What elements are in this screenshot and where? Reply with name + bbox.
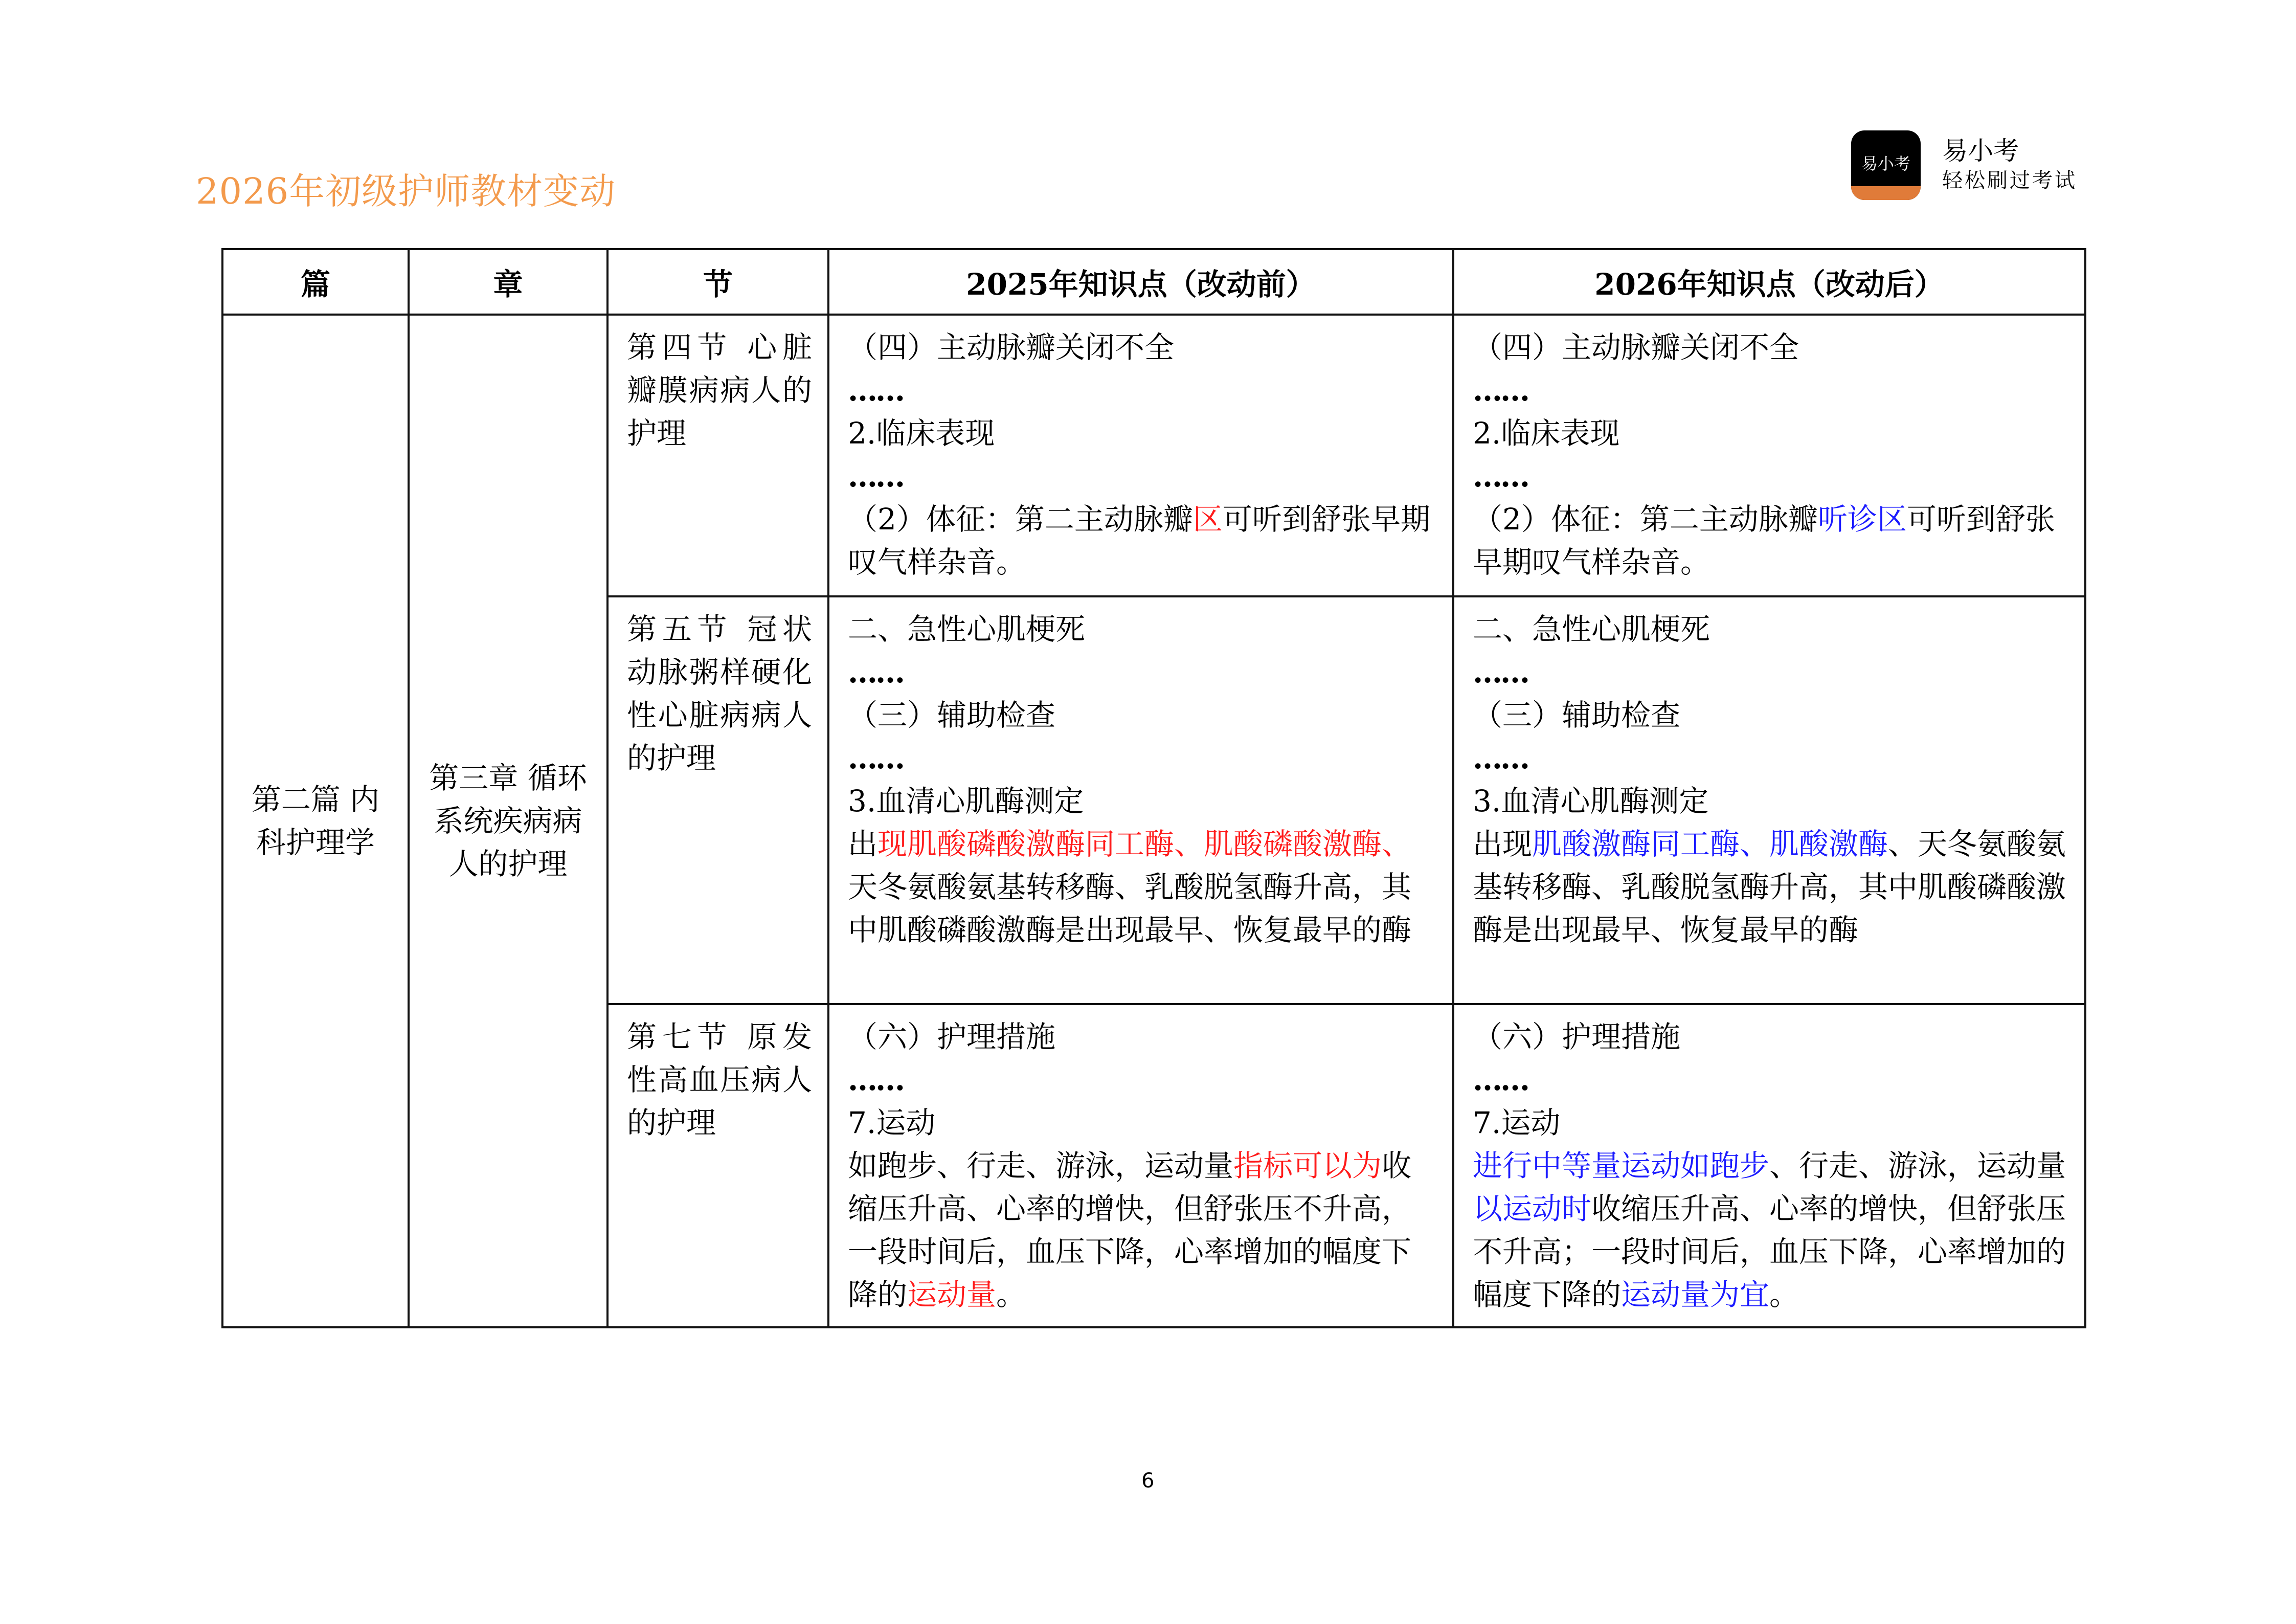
before-cell — [828, 1004, 1453, 1327]
text-fragment: 收缩压升高、心率的增快，但舒张压不升高；一段时间后，血压下降，心率增加的幅度下降的 — [1473, 1191, 2066, 1312]
ellipsis: …… — [1473, 459, 1528, 494]
after-cell — [1453, 1004, 2085, 1327]
brand-header — [1851, 130, 2077, 200]
table-row — [222, 315, 2085, 596]
ellipsis: …… — [848, 1062, 903, 1097]
textbook-changes-table — [221, 248, 2086, 1328]
page-number: 6 — [1141, 1469, 1155, 1493]
text-line: 7.运动 — [848, 1105, 936, 1140]
text-line — [1473, 498, 2069, 584]
text-fragment: 出 — [848, 827, 878, 861]
ellipsis: …… — [1473, 1062, 1528, 1097]
table-header-row — [222, 249, 2085, 315]
text-line: 2.临床表现 — [848, 416, 995, 451]
text-fragment: （2）体征：第二主动脉瓣 — [1473, 502, 1818, 537]
logo-text: 易小考 — [1861, 154, 1910, 173]
brand-slogan: 轻松刷过考试 — [1942, 169, 2077, 192]
header-part: 篇 — [222, 249, 409, 315]
brand-name: 易小考 — [1942, 136, 2019, 166]
added-text: 肌酸激酶同工酶、肌酸激酶 — [1532, 827, 1888, 861]
text-line: （六）护理措施 — [1473, 1019, 1681, 1054]
text-fragment: 。 — [1769, 1277, 1799, 1312]
text-fragment: 如跑步、行走、游泳，运动量 — [848, 1148, 1234, 1183]
text-line — [848, 498, 1437, 584]
text-line: 二、急性心肌梗死 — [1473, 612, 1710, 647]
text-fragment: 可听到舒张早期叹气样杂音。 — [848, 502, 1430, 580]
text-line: （四）主动脉瓣关闭不全 — [848, 330, 1175, 365]
text-fragment: 收缩压升高、心率的增快，但舒张压不升高，一段时间后，血压下降，心率增加的幅度下降的 — [848, 1148, 1412, 1312]
text-fragment: 。 — [996, 1277, 1026, 1312]
page-title: 2026年初级护师教材变动 — [196, 170, 616, 212]
header-section: 节 — [607, 249, 828, 315]
before-cell — [828, 596, 1453, 1004]
text-line: （三）辅助检查 — [1473, 698, 1681, 732]
before-cell — [828, 315, 1453, 596]
text-fragment: 出现 — [1473, 827, 1533, 861]
added-text: 进行中等量运动如跑步 — [1473, 1148, 1770, 1183]
text-fragment: 天冬氨酸氨基转移酶、乳酸脱氢酶升高，其中肌酸磷酸激酶是出现最早、恢复最早的酶 — [848, 870, 1412, 947]
ellipsis: …… — [848, 459, 903, 494]
part-cell: 第二篇 内科护理学 — [222, 315, 409, 1327]
text-line: 2.临床表现 — [1473, 416, 1620, 451]
added-text: 听诊区 — [1817, 502, 1907, 537]
header-after-2026: 2026年知识点（改动后） — [1453, 249, 2085, 315]
ellipsis: …… — [848, 741, 903, 775]
after-cell — [1453, 315, 2085, 596]
removed-text: 运动量 — [907, 1277, 997, 1312]
text-line — [1473, 822, 2069, 951]
text-fragment: 、天冬氨酸氨基转移酶、乳酸脱氢酶升高，其中肌酸磷酸激酶是出现最早、恢复最早的酶 — [1473, 827, 2066, 947]
section-cell: 第七节 原发性高血压病人的护理 — [607, 1004, 828, 1327]
ellipsis: …… — [1473, 373, 1528, 408]
text-fragment: （2）体征：第二主动脉瓣 — [848, 502, 1193, 537]
ellipsis: …… — [1473, 741, 1528, 775]
text-line: 二、急性心肌梗死 — [848, 612, 1086, 647]
brand-text — [1942, 136, 2077, 195]
added-text: 运动量为宜 — [1621, 1277, 1770, 1312]
header-chapter: 章 — [409, 249, 607, 315]
removed-text: 区 — [1192, 502, 1223, 537]
text-line — [1473, 1144, 2069, 1316]
section-cell: 第五节 冠状动脉粥样硬化性心脏病病人的护理 — [607, 596, 828, 1004]
header-before-2025: 2025年知识点（改动前） — [828, 249, 1453, 315]
section-cell: 第四节 心脏瓣膜病病人的护理 — [607, 315, 828, 596]
text-line: 7.运动 — [1473, 1105, 1561, 1140]
chapter-cell: 第三章 循环系统疾病病人的护理 — [409, 315, 607, 1327]
logo-accent-bar — [1851, 186, 1921, 200]
text-line: 3.血清心肌酶测定 — [1473, 784, 1709, 818]
after-cell — [1453, 596, 2085, 1004]
ellipsis: …… — [848, 373, 903, 408]
added-text: 以运动时 — [1473, 1191, 1592, 1226]
text-line: （四）主动脉瓣关闭不全 — [1473, 330, 1799, 365]
removed-text: 指标可以为 — [1233, 1148, 1382, 1183]
text-line — [848, 822, 1437, 951]
removed-text: 现肌酸磷酸激酶同工酶、肌酸磷酸激酶、 — [877, 827, 1412, 861]
ellipsis: …… — [1473, 655, 1528, 689]
brand-logo-icon — [1851, 130, 1921, 200]
text-fragment: 、行走、游泳，运动量 — [1769, 1148, 2066, 1183]
text-line: 3.血清心肌酶测定 — [848, 784, 1084, 818]
text-line: （三）辅助检查 — [848, 698, 1056, 732]
text-fragment: 可听到舒张早期叹气样杂音。 — [1473, 502, 2055, 580]
text-line — [848, 1144, 1437, 1316]
text-line: （六）护理措施 — [848, 1019, 1056, 1054]
ellipsis: …… — [848, 655, 903, 689]
